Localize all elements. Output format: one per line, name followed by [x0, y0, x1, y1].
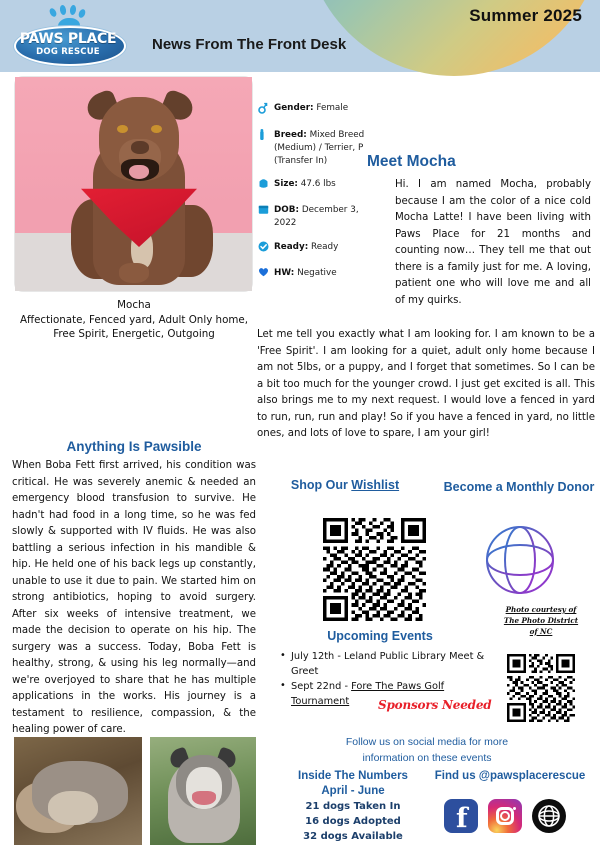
follow-line1: Follow us on social media for more	[345, 736, 509, 748]
logo-name: PAWS PLACE	[19, 31, 117, 47]
wishlist-heading	[265, 478, 425, 492]
breed-icon	[258, 129, 274, 146]
facebook-icon[interactable]	[444, 799, 478, 833]
event-name[interactable]: Fore The Paws Golf Tournament	[291, 681, 445, 708]
event-item	[280, 650, 502, 679]
event-name: Leland Public Library Meet & Greet	[291, 651, 485, 677]
detail-label: DOB:	[274, 205, 300, 216]
detail-label: Gender:	[274, 103, 314, 113]
detail-value: Negative	[297, 267, 337, 278]
page-title: News From The Front Desk	[152, 36, 347, 53]
detail-text	[274, 204, 376, 230]
wishlist-prefix: Shop Our	[290, 478, 352, 492]
photo-caption	[10, 298, 258, 342]
detail-text	[274, 178, 336, 191]
paw-toe-icon	[48, 7, 58, 18]
paw-toe-icon	[69, 5, 76, 16]
boba-fett-after-photo	[150, 737, 256, 845]
paw-toe-icon	[77, 8, 86, 19]
facebook-f-glyph: f	[456, 803, 468, 834]
dog-muzzle	[48, 791, 98, 825]
detail-label: Size:	[274, 179, 298, 190]
monthly-donor-heading: Become a Monthly Donor	[443, 480, 595, 494]
inside-the-numbers-stats	[288, 800, 418, 844]
meet-mocha-heading: Meet Mocha	[367, 153, 456, 170]
globe-icon[interactable]	[532, 799, 566, 833]
boba-fett-before-photo	[14, 737, 142, 845]
issue-season: Summer 2025	[469, 6, 582, 25]
follow-line2: information on these events	[362, 751, 492, 764]
dog-eye	[151, 125, 162, 133]
event-date: July 12th	[291, 651, 335, 662]
paw-toe-icon	[59, 5, 67, 16]
event-separator: -	[334, 651, 345, 662]
dog-mouth	[192, 791, 216, 805]
photo-credit	[498, 605, 584, 637]
upcoming-events-heading: Upcoming Events	[327, 629, 433, 643]
dog-eye	[117, 125, 128, 133]
detail-text	[274, 267, 337, 280]
detail-row-gender	[258, 102, 376, 118]
detail-text	[274, 241, 338, 254]
dog-paw	[119, 263, 149, 283]
caption-dog-traits: Affectionate, Fenced yard, Adult Only home, Free Spirit, Energetic, Outgoing	[19, 313, 249, 341]
newsletter-content	[0, 72, 600, 842]
caption-dog-name: Mocha	[117, 299, 151, 311]
calendar-icon	[258, 204, 274, 219]
detail-row-dob	[258, 204, 376, 230]
dog-details-list	[258, 102, 376, 292]
detail-row-breed	[258, 129, 376, 167]
size-icon	[258, 178, 274, 193]
golf-tournament-qr-code[interactable]	[507, 654, 575, 722]
photo-credit-line3: of NC	[529, 626, 553, 636]
detail-value: December 3, 2022	[274, 205, 359, 228]
detail-value: Female	[316, 103, 349, 113]
page-header	[0, 0, 600, 72]
instagram-icon[interactable]	[488, 799, 522, 833]
detail-label: Breed:	[274, 130, 307, 140]
sponsors-needed-note: Sponsors Needed	[378, 698, 492, 712]
globe-icon[interactable]	[484, 524, 556, 596]
stat-taken-in: 21 dogs Taken In	[305, 801, 401, 812]
dog-nose	[131, 141, 149, 154]
social-icons	[444, 799, 568, 833]
detail-row-hw	[258, 267, 376, 281]
detail-text	[274, 102, 348, 115]
instagram-dot	[513, 807, 516, 810]
follow-text	[262, 735, 592, 767]
featured-dog-photo	[14, 76, 253, 292]
check-circle-icon	[258, 241, 274, 256]
stat-adopted: 16 dogs Adopted	[305, 815, 401, 827]
pawsible-heading: Anything Is Pawsible	[66, 439, 202, 454]
event-separator: -	[341, 681, 352, 693]
stat-available: 32 dogs Available	[303, 830, 403, 842]
detail-row-ready	[258, 241, 376, 256]
detail-label: Ready:	[274, 241, 309, 252]
heart-icon	[258, 267, 274, 281]
photo-credit-line2: The Photo District	[503, 615, 579, 625]
inside-the-numbers-heading: Inside The Numbers	[298, 770, 408, 782]
dog-tongue	[129, 165, 149, 179]
detail-label: HW:	[274, 267, 295, 278]
find-us-handle: Find us @pawsplacerescue	[434, 770, 586, 782]
detail-text	[274, 129, 376, 167]
event-date: Sept 22nd	[291, 681, 342, 693]
gender-icon	[258, 102, 274, 118]
detail-value: 47.6 lbs	[300, 179, 336, 190]
detail-row-size	[258, 178, 376, 193]
paws-place-logo	[12, 6, 128, 68]
detail-value: Mixed Breed (Medium) / Terrier, P (Transfer In)	[274, 130, 365, 166]
meet-mocha-body: Hi. I am named Mocha, probably because I am the color of a nice cold Mocha Latte! I have been living with Paws Place for 21 months and counting now… They tell me that out there is a family just for me. A loving, patient one who will love me and all of my quirks.	[395, 179, 591, 306]
wishlist-link[interactable]: Wishlist	[351, 478, 400, 492]
wishlist-qr-code[interactable]	[323, 518, 426, 621]
pawsible-body: When Boba Fett first arrived, his condition was critical. He was severely anemic & needed an emergency blood transfusion to survive. He hadn't had food in a long time, so he was fed slowly & supported with IV fluids. He was also battling a serious infection in his mandible & hip. He held one of his back legs up constantly, unable to use it due to pain. We started him on strong antibiotics, hoping to avoid surgery. After six weeks of intensive treatment, we made the decision to operate on his hip. The surgery was a success. Today, Boba Fett is healthy, strong, & using his leg normally—and we're overjoyed to share that he has multiple applications in the works. His journey is a testament to resilience, compassion, & the healing power of care.	[12, 460, 256, 736]
logo-tagline: DOG RESCUE	[36, 47, 100, 57]
free-spirit-body: Let me tell you exactly what I am looking for. I am known to be a 'Free Spirit'. I am looking for a quiet, adult only home because I am not 5lbs, or a puppy, and I forget that sometimes. So I can be a bit too much for the younger crowd. I just get excited is all. This also brings me to my next request. I would love a fenced in yard to run, run, run and play! So if you have a fenced in yard, no little ones, and lots of love to spare, I am your girl!	[257, 329, 595, 440]
instagram-lens	[500, 811, 510, 821]
detail-value: Ready	[311, 241, 339, 252]
photo-credit-line1: Photo courtesy of	[505, 605, 577, 614]
inside-the-numbers-period: April - June	[321, 785, 385, 797]
